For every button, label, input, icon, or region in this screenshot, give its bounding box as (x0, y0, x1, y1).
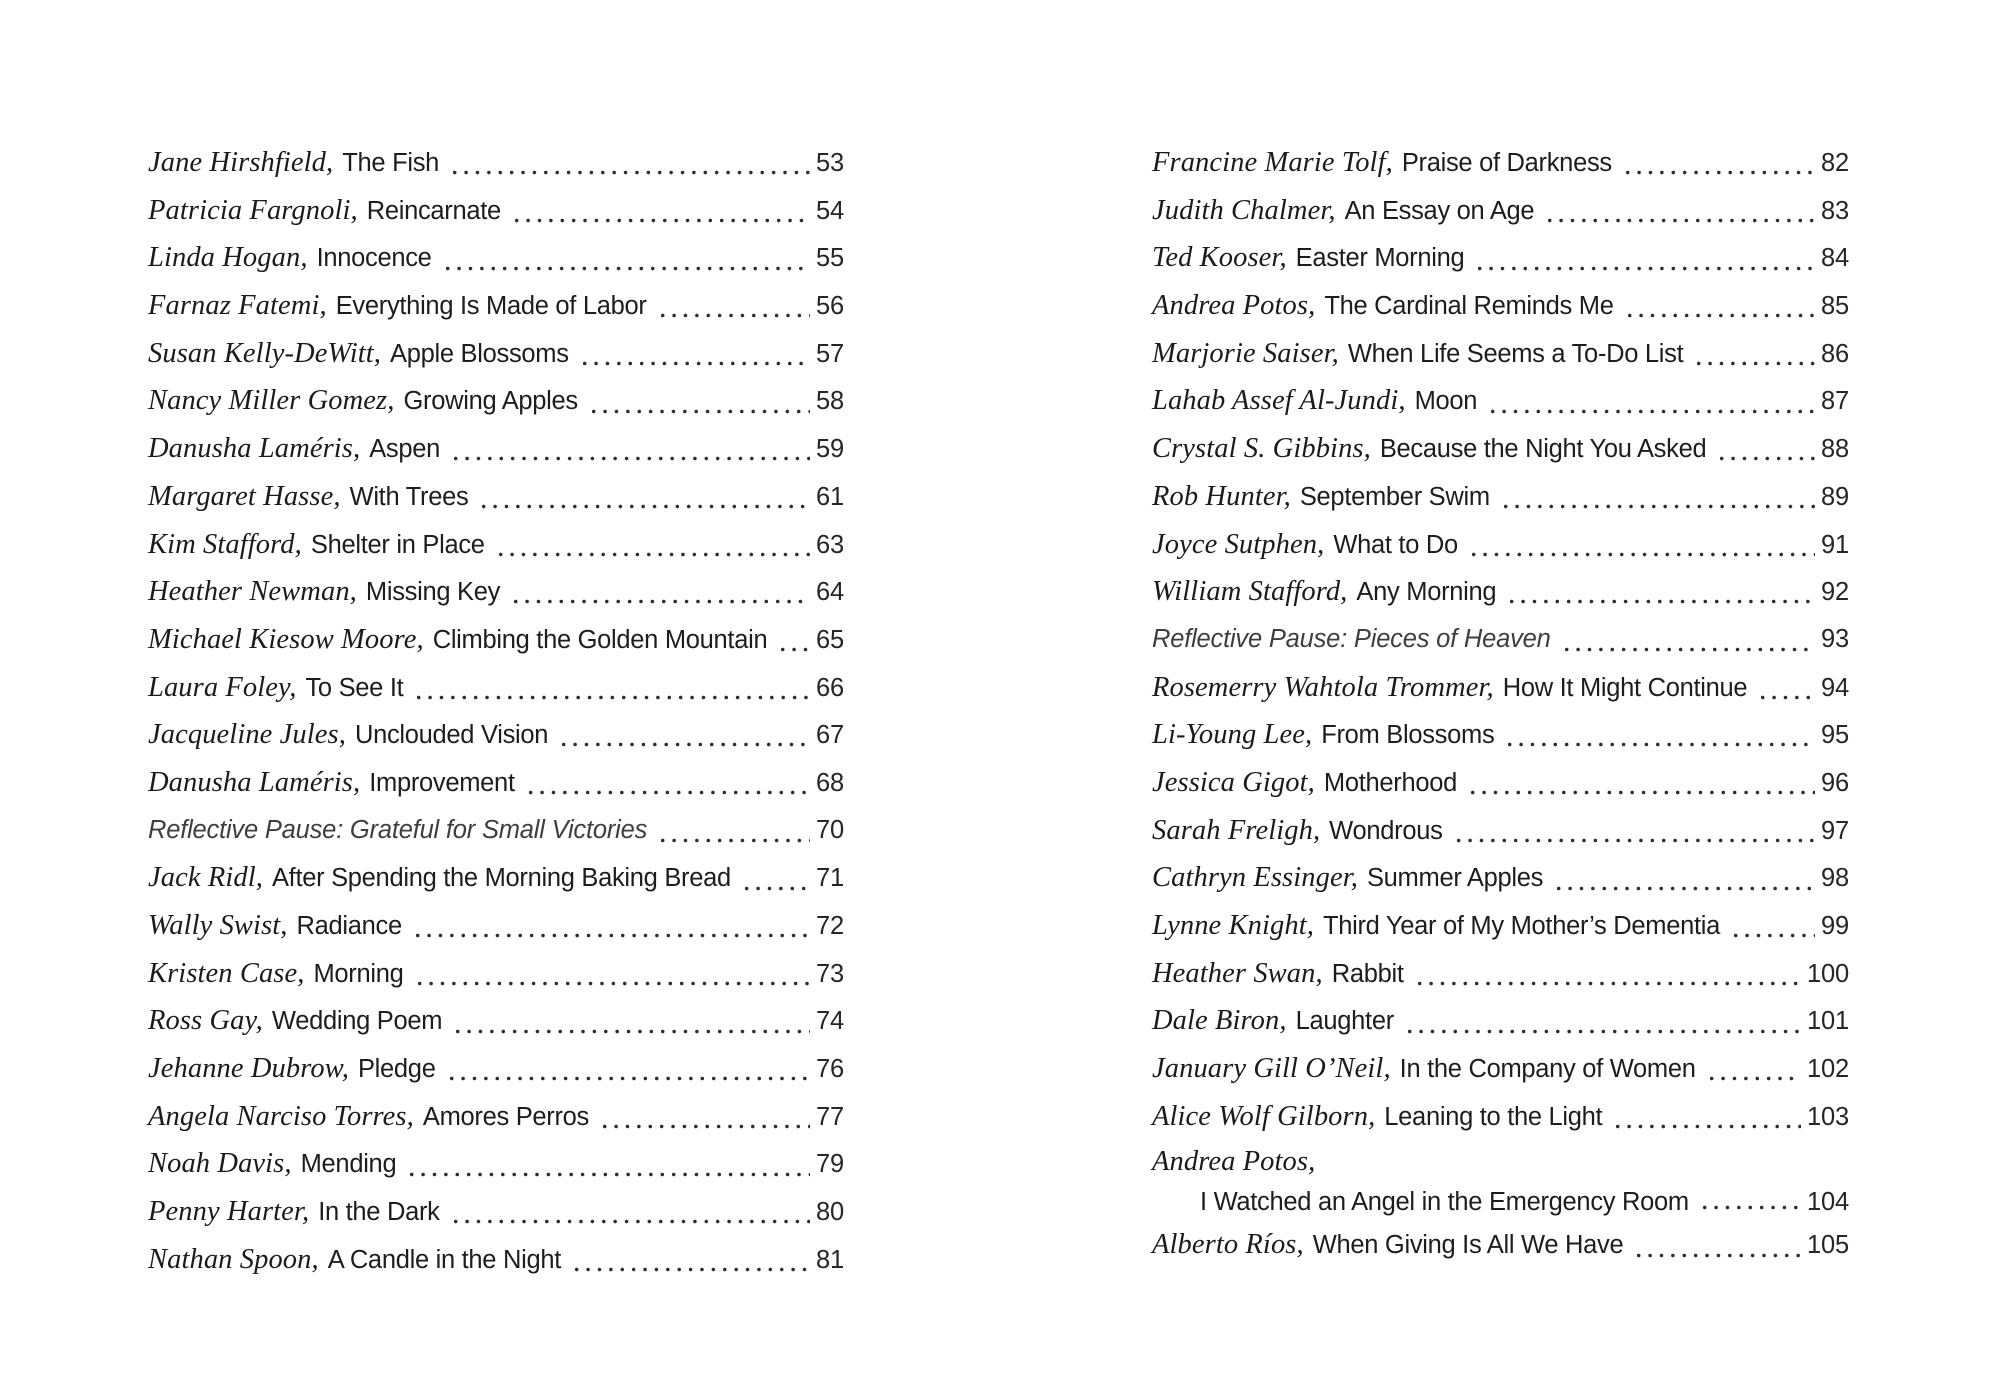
toc-entry-page-number: 86 (1821, 339, 1849, 368)
toc-entry-page-number: 68 (816, 768, 844, 797)
toc-entry-title: Summer Apples (1366, 864, 1544, 893)
toc-entry-page-number: 83 (1821, 196, 1849, 225)
toc-entry (1152, 330, 1849, 378)
dot-leader (1622, 282, 1815, 330)
toc-entry-title: Everything Is Made of Labor (335, 292, 647, 321)
toc-entry-title: In the Dark (318, 1198, 440, 1227)
toc-entry-author: Laura Foley, (148, 671, 297, 703)
toc-entry-title: Reflective Pause: Grateful for Small Victories (148, 815, 648, 844)
toc-entry-page-number: 84 (1821, 244, 1849, 273)
toc-entry-title-line (1152, 1184, 1849, 1221)
toc-entry-title: Innocence (316, 244, 432, 273)
toc-entry-page-number: 76 (816, 1055, 844, 1084)
toc-entry-page-number: 61 (816, 482, 844, 511)
toc-entry-line (1152, 807, 1849, 855)
toc-entry (1152, 997, 1849, 1045)
toc-entry-line (1152, 1093, 1849, 1141)
toc-entry-line (148, 1140, 844, 1188)
toc-entry-page-number: 82 (1821, 149, 1849, 177)
toc-entry-title: Easter Morning (1295, 244, 1465, 273)
toc-entry-line (148, 234, 844, 282)
toc-entry-author: Patricia Fargnoli, (148, 194, 358, 226)
toc-entry-title: In the Company of Women (1399, 1055, 1696, 1084)
toc-entry (1152, 759, 1849, 807)
toc-entry-title: Amores Perros (422, 1102, 590, 1131)
toc-entry-line (148, 282, 844, 330)
toc-entry-author: Danusha Laméris, (148, 433, 361, 465)
toc-entry-title: To See It (305, 673, 404, 702)
toc-entry (1152, 377, 1849, 425)
toc-entry (148, 473, 844, 521)
toc-entry-title: Wondrous (1329, 816, 1443, 845)
dot-leader (1504, 568, 1815, 616)
dot-leader (509, 187, 810, 235)
toc-entry-line (1152, 521, 1849, 569)
toc-entry-page-number: 58 (816, 387, 844, 416)
toc-entry-author: Wally Swist, (148, 910, 288, 941)
toc-entry-title: When Giving Is All We Have (1312, 1231, 1624, 1260)
toc-entry (1152, 282, 1849, 330)
toc-entry-author: Rob Hunter, (1152, 480, 1291, 512)
toc-entry-page-number: 80 (816, 1198, 844, 1227)
dot-leader (1559, 616, 1815, 664)
toc-entry-line (148, 807, 844, 855)
toc-entry (1152, 234, 1849, 282)
toc-entry (148, 330, 844, 378)
toc-entry-title: Improvement (369, 768, 515, 797)
toc-entry-line (1152, 664, 1849, 712)
toc-entry-line (148, 902, 844, 950)
toc-entry (148, 997, 844, 1045)
toc-entry (148, 425, 844, 473)
dot-leader (1728, 902, 1815, 950)
toc-entry-author: Marjorie Saiser, (1152, 337, 1339, 369)
toc-entry-line (148, 1236, 844, 1284)
toc-entry-page-number: 94 (1821, 673, 1849, 702)
toc-entry-title: Motherhood (1323, 768, 1457, 797)
toc-entry-page-number: 57 (816, 339, 844, 368)
toc-entry-author: Cathryn Essinger, (1152, 862, 1358, 894)
toc-entry-line (1152, 282, 1849, 330)
toc-entry-title: A Candle in the Night (327, 1245, 562, 1274)
toc-entry (148, 568, 844, 616)
toc-entry-page-number: 79 (816, 1150, 844, 1179)
dot-leader (1466, 521, 1815, 569)
dot-leader (597, 1093, 810, 1141)
toc-entry-line (1152, 854, 1849, 902)
dot-leader (1498, 473, 1815, 521)
toc-entry-title: I Watched an Angel in the Emergency Room (1200, 1188, 1689, 1217)
toc-entry-page-number: 87 (1821, 387, 1849, 416)
toc-entry-author: Jacqueline Jules, (148, 719, 346, 751)
toc-entry-page-number: 72 (816, 912, 844, 940)
toc-entry-page-number: 101 (1807, 1007, 1849, 1036)
toc-entry-author: Heather Newman, (148, 576, 357, 608)
toc-entry-line (1152, 425, 1849, 473)
toc-entry-author: Penny Harter, (148, 1196, 310, 1228)
toc-entry (1152, 1045, 1849, 1093)
dot-leader (1610, 1093, 1801, 1141)
toc-entry (1152, 902, 1849, 950)
toc-entry-line (1152, 473, 1849, 521)
toc-entry (148, 1045, 844, 1093)
toc-entry (148, 711, 844, 759)
toc-entry-page-number: 53 (816, 149, 844, 177)
toc-entry-line (1152, 187, 1849, 235)
toc-entry-title: Missing Key (365, 578, 501, 607)
toc-entry-author: Alice Wolf Gilborn, (1152, 1100, 1376, 1132)
toc-entry-line (1152, 902, 1849, 950)
toc-entry-author: Crystal S. Gibbins, (1152, 433, 1371, 465)
toc-entry-page-number: 59 (816, 435, 844, 464)
dot-leader (1691, 330, 1815, 378)
toc-entry-author: Danusha Laméris, (148, 766, 361, 798)
toc-entry (1152, 1140, 1849, 1221)
toc-entry (1152, 807, 1849, 855)
toc-entry-author: January Gill O’Neil, (1152, 1053, 1391, 1085)
toc-entry-author: Li-Young Lee, (1152, 719, 1313, 751)
toc-entry (148, 902, 844, 950)
toc-entry-title: Wedding Poem (271, 1007, 443, 1036)
toc-entry-author: Kristen Case, (148, 957, 305, 989)
toc-entry-page-number: 88 (1821, 435, 1849, 464)
dot-leader (1502, 711, 1815, 759)
toc-entry (1152, 950, 1849, 998)
dot-leader (448, 425, 810, 473)
dot-leader (440, 234, 810, 282)
dot-leader (411, 664, 810, 712)
toc-entry-author: Rosemerry Wahtola Trommer, (1152, 671, 1494, 703)
toc-entry-author: Jehanne Dubrow, (148, 1053, 349, 1085)
toc-entry-line (148, 759, 844, 807)
toc-entry-author: Judith Chalmer, (1152, 194, 1336, 226)
dot-leader (412, 950, 811, 998)
toc-entry-line (148, 1093, 844, 1141)
toc-entry-line (1152, 234, 1849, 282)
dot-leader (1451, 807, 1816, 855)
toc-entry-title: Laughter (1295, 1007, 1394, 1036)
toc-entry (148, 1236, 844, 1284)
toc-entry-line (148, 711, 844, 759)
toc-entry (148, 854, 844, 902)
dot-leader (444, 1045, 810, 1093)
toc-entry-page-number: 85 (1821, 292, 1849, 321)
toc-entry-line (1152, 377, 1849, 425)
toc-entry-page-number: 71 (816, 864, 844, 893)
dot-leader (447, 139, 810, 187)
toc-entry-title: The Fish (342, 149, 440, 177)
toc-entry-title: September Swim (1299, 482, 1490, 511)
dot-leader (1697, 1184, 1801, 1221)
toc-entry (148, 950, 844, 998)
dot-leader (577, 330, 810, 378)
toc-entry-page-number: 54 (816, 196, 844, 225)
dot-leader (1472, 234, 1815, 282)
dot-leader (556, 711, 810, 759)
toc-entry-title: Unclouded Vision (354, 721, 549, 750)
toc-entry (1152, 664, 1849, 712)
toc-entry-author: Margaret Hasse, (148, 480, 341, 512)
toc-entry-title: Reincarnate (366, 196, 501, 225)
toc-entry-line (148, 1045, 844, 1093)
dot-leader (655, 282, 810, 330)
toc-entry-page-number: 95 (1821, 721, 1849, 750)
toc-entry-author: Kim Stafford, (148, 528, 302, 560)
toc-entry-title: What to Do (1333, 530, 1458, 559)
toc-entry (148, 282, 844, 330)
toc-entry (1152, 187, 1849, 235)
toc-entry-page-number: 105 (1807, 1231, 1849, 1260)
toc-entry-author: Sarah Freligh, (1152, 814, 1321, 846)
toc-entry-title: Radiance (296, 912, 402, 940)
toc-entry-title: Any Morning (1356, 578, 1497, 607)
toc-entry (148, 1093, 844, 1141)
toc-entry-line (148, 377, 844, 425)
toc-entry-line (1152, 139, 1849, 187)
toc-entry-title: After Spending the Morning Baking Bread (271, 864, 731, 893)
toc-entry-author: Linda Hogan, (148, 242, 308, 274)
toc-entry-page-number: 66 (816, 673, 844, 702)
toc-entry-title: Praise of Darkness (1401, 149, 1612, 177)
toc-entry-page-number: 91 (1821, 530, 1849, 559)
toc-entry-reflective-pause (148, 807, 844, 855)
toc-entry-author: Nathan Spoon, (148, 1243, 319, 1275)
toc-entry-page-number: 81 (816, 1245, 844, 1274)
toc-entry-title: When Life Seems a To-Do List (1347, 339, 1684, 368)
toc-entry-page-number: 65 (816, 625, 844, 654)
toc-entry-line (148, 664, 844, 712)
toc-entry (1152, 139, 1849, 187)
toc-entry-title: Leaning to the Light (1384, 1102, 1603, 1131)
toc-entry (1152, 711, 1849, 759)
toc-entry (148, 521, 844, 569)
toc-entry-page-number: 96 (1821, 768, 1849, 797)
toc-entry-page-number: 67 (816, 721, 844, 750)
dot-leader (493, 521, 810, 569)
toc-entry (148, 759, 844, 807)
toc-entry-author: Andrea Potos, (1152, 290, 1316, 322)
toc-entry-title: Growing Apples (403, 387, 578, 416)
toc-entry-author: William Stafford, (1152, 576, 1348, 608)
toc-entry-title: Climbing the Golden Mountain (432, 625, 768, 654)
toc-entry-page-number: 98 (1821, 864, 1849, 893)
toc-entry-line (1152, 711, 1849, 759)
toc-entry-page-number: 103 (1807, 1102, 1849, 1131)
dot-leader (1755, 664, 1815, 712)
toc-entry-title: Apple Blossoms (390, 339, 569, 368)
dot-leader (1551, 854, 1815, 902)
toc-entry (148, 139, 844, 187)
toc-entry-title: Aspen (369, 435, 441, 464)
dot-leader (1542, 187, 1815, 235)
toc-entry (148, 616, 844, 664)
toc-entry-author: Alberto Ríos, (1152, 1229, 1304, 1261)
toc-entry-author: Ross Gay, (148, 1005, 263, 1037)
toc-entry-author: Jane Hirshfield, (148, 147, 334, 178)
toc-entry-author: Jack Ridl, (148, 862, 263, 894)
dot-leader (476, 473, 810, 521)
toc-entry (1152, 425, 1849, 473)
toc-entry-line (1152, 616, 1849, 664)
dot-leader (775, 616, 810, 664)
dot-leader (1412, 950, 1801, 998)
toc-entry (1152, 1221, 1849, 1269)
toc-entry-author-line (1152, 1140, 1849, 1184)
toc-entry-title: Mending (300, 1150, 397, 1179)
dot-leader (1465, 759, 1815, 807)
toc-entry-title: How It Might Continue (1502, 673, 1748, 702)
toc-entry-line (148, 950, 844, 998)
toc-entry-title: With Trees (349, 482, 469, 511)
toc-entry-line (1152, 759, 1849, 807)
dot-leader (1704, 1045, 1801, 1093)
toc-entry-line (148, 616, 844, 664)
dot-leader (1402, 997, 1801, 1045)
toc-entry-title: Moon (1414, 387, 1478, 416)
toc-entry-line (1152, 1045, 1849, 1093)
toc-entry-author: Andrea Potos, (1152, 1146, 1316, 1178)
toc-entry (148, 377, 844, 425)
toc-entry-line (1152, 1221, 1849, 1269)
dot-leader (1485, 377, 1815, 425)
toc-entry-title: An Essay on Age (1344, 196, 1535, 225)
toc-entry-page-number: 77 (816, 1102, 844, 1131)
dot-leader (1631, 1221, 1801, 1269)
toc-column-right (1152, 139, 1849, 1269)
toc-entry-author: Nancy Miller Gomez, (148, 385, 395, 417)
toc-entry (148, 1140, 844, 1188)
toc-entry-line (148, 568, 844, 616)
toc-entry-author: Michael Kiesow Moore, (148, 623, 424, 655)
toc-entry-page-number: 99 (1821, 912, 1849, 940)
toc-entry-page-number: 89 (1821, 482, 1849, 511)
toc-entry-page-number: 64 (816, 578, 844, 607)
toc-entry-title: The Cardinal Reminds Me (1324, 292, 1614, 321)
toc-entry-page-number: 93 (1821, 624, 1849, 653)
dot-leader (569, 1236, 810, 1284)
toc-entry-author: Francine Marie Tolf, (1152, 147, 1393, 178)
toc-entry-page-number: 70 (816, 815, 844, 844)
toc-entry-line (1152, 568, 1849, 616)
toc-entry-line (148, 473, 844, 521)
toc-entry-title: Pledge (357, 1055, 436, 1084)
toc-entry-author: Lynne Knight, (1152, 910, 1314, 941)
toc-entry-author: Jessica Gigot, (1152, 766, 1315, 798)
toc-entry-author: Ted Kooser, (1152, 242, 1287, 274)
toc-entry-line (1152, 997, 1849, 1045)
dot-leader (523, 759, 810, 807)
toc-entry-line (1152, 330, 1849, 378)
toc-entry (148, 664, 844, 712)
toc-entry-page-number: 74 (816, 1007, 844, 1036)
toc-entry-page-number: 55 (816, 244, 844, 273)
dot-leader (1620, 139, 1815, 187)
toc-entry-title: Shelter in Place (310, 530, 485, 559)
toc-entry-author: Lahab Assef Al-Jundi, (1152, 385, 1406, 417)
toc-entry-page-number: 73 (816, 959, 844, 988)
toc-entry-author: Heather Swan, (1152, 957, 1323, 989)
dot-leader (1714, 425, 1815, 473)
toc-entry-author: Farnaz Fatemi, (148, 290, 327, 322)
dot-leader (655, 807, 810, 855)
toc-entry-line (148, 187, 844, 235)
toc-entry (1152, 473, 1849, 521)
toc-entry-line (1152, 950, 1849, 998)
toc-entry-author: Susan Kelly-DeWitt, (148, 337, 382, 369)
toc-entry-title: Morning (313, 959, 404, 988)
toc-entry-author: Dale Biron, (1152, 1005, 1287, 1037)
toc-entry-title: Rabbit (1331, 959, 1404, 988)
dot-leader (586, 377, 810, 425)
toc-entry (148, 187, 844, 235)
toc-entry-author: Noah Davis, (148, 1148, 292, 1180)
toc-entry (148, 234, 844, 282)
toc-entry-title: Because the Night You Asked (1379, 435, 1707, 464)
toc-entry-page-number: 100 (1807, 959, 1849, 988)
toc-entry (148, 1188, 844, 1236)
toc-entry-line (148, 139, 844, 187)
toc-entry-line (148, 997, 844, 1045)
toc-entry-author: Joyce Sutphen, (1152, 528, 1325, 560)
toc-entry-author: Angela Narciso Torres, (148, 1100, 414, 1132)
toc-entry-line (148, 854, 844, 902)
toc-entry-page-number: 97 (1821, 816, 1849, 845)
toc-entry-title: From Blossoms (1321, 721, 1495, 750)
toc-entry (1152, 854, 1849, 902)
toc-entry-reflective-pause (1152, 616, 1849, 664)
toc-entry (1152, 521, 1849, 569)
toc-entry-page-number: 56 (816, 292, 844, 321)
toc-entry-page-number: 102 (1807, 1055, 1849, 1084)
dot-leader (450, 997, 810, 1045)
toc-entry-title: Third Year of My Mother’s Dementia (1322, 912, 1720, 940)
toc-column-left (148, 139, 844, 1284)
toc-entry (1152, 568, 1849, 616)
dot-leader (739, 854, 810, 902)
toc-entry-line (148, 425, 844, 473)
toc-entry-title: Reflective Pause: Pieces of Heaven (1152, 624, 1551, 653)
toc-entry-line (148, 1188, 844, 1236)
dot-leader (448, 1188, 810, 1236)
toc-entry-page-number: 92 (1821, 578, 1849, 607)
dot-leader (508, 568, 810, 616)
toc-entry-line (148, 330, 844, 378)
toc-entry-page-number: 63 (816, 530, 844, 559)
dot-leader (410, 902, 810, 950)
dot-leader (404, 1140, 810, 1188)
toc-entry-page-number: 104 (1807, 1188, 1849, 1217)
toc-entry (1152, 1093, 1849, 1141)
toc-entry-line (148, 521, 844, 569)
